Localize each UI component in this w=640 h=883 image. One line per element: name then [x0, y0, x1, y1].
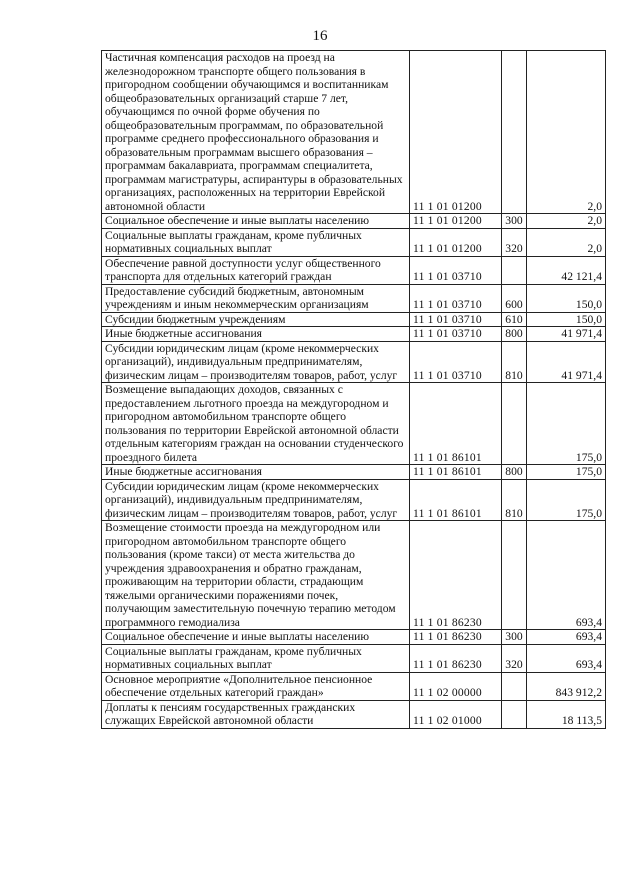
row-name-cell: Предоставление субсидий бюджетным, автономным учреждениям и иным некоммерческим организациям: [102, 284, 410, 312]
row-name-cell: Социальное обеспечение и иные выплаты населению: [102, 214, 410, 229]
row-code-cell: 11 1 01 03710: [410, 341, 502, 383]
table-row: [102, 312, 606, 327]
row-amount-cell: 693,4: [527, 630, 606, 645]
row-amount-cell: 2,0: [527, 51, 606, 214]
row-code-cell: 11 1 01 01200: [410, 214, 502, 229]
row-amount-cell: 2,0: [527, 214, 606, 229]
table-row: [102, 284, 606, 312]
row-code-cell: 11 1 02 01000: [410, 700, 502, 728]
table-row: [102, 465, 606, 480]
budget-table: [101, 50, 606, 729]
row-expense-type-cell: 300: [502, 214, 527, 229]
row-amount-cell: 175,0: [527, 479, 606, 521]
page-number: 16: [312, 28, 328, 44]
table-row: [102, 383, 606, 465]
row-expense-type-cell: [502, 383, 527, 465]
table-row: [102, 644, 606, 672]
row-name-cell: Доплаты к пенсиям государственных гражданских служащих Еврейской автономной области: [102, 700, 410, 728]
row-code-cell: 11 1 02 00000: [410, 672, 502, 700]
row-name-cell: Частичная компенсация расходов на проезд на железнодорожном транспорте общего пользования в пригородном сообщении обучающимся и воспитанникам общеобразовательных организаций старше 7 лет, обучающимся по очной форме обучения по общеобразовательным программам, по образовательной программе среднего профессионального образования и образовательным программам высшего образования – программам бакалавриата, программам специалитета, программам магистратуры, аспирантуры в образовательных организациях, расположенных на территории Еврейской автономной области: [102, 51, 410, 214]
table-row: [102, 214, 606, 229]
table-row: [102, 51, 606, 214]
row-name-cell: Иные бюджетные ассигнования: [102, 465, 410, 480]
row-name-cell: Социальные выплаты гражданам, кроме публичных нормативных социальных выплат: [102, 228, 410, 256]
row-amount-cell: 2,0: [527, 228, 606, 256]
table-row: [102, 327, 606, 342]
row-name-cell: Возмещение выпадающих доходов, связанных с предоставлением льготного проезда на междугородном и пригородном автомобильном транспорте общего пользования по территории Еврейской автономной области отдельным категориям граждан на основании студенческого проездного билета: [102, 383, 410, 465]
row-expense-type-cell: 320: [502, 228, 527, 256]
row-name-cell: Иные бюджетные ассигнования: [102, 327, 410, 342]
row-code-cell: 11 1 01 86230: [410, 521, 502, 630]
row-code-cell: 11 1 01 86101: [410, 465, 502, 480]
table-row: [102, 521, 606, 630]
row-expense-type-cell: [502, 51, 527, 214]
row-amount-cell: 41 971,4: [527, 327, 606, 342]
table-row: [102, 630, 606, 645]
row-code-cell: 11 1 01 01200: [410, 228, 502, 256]
row-expense-type-cell: [502, 672, 527, 700]
row-code-cell: 11 1 01 86101: [410, 383, 502, 465]
table-row: [102, 672, 606, 700]
row-name-cell: Основное мероприятие «Дополнительное пенсионное обеспечение отдельных категорий граждан»: [102, 672, 410, 700]
row-name-cell: Возмещение стоимости проезда на междугородном или пригородном автомобильном транспорте общего пользования (кроме такси) от места жительства до учреждения здравоохранения и обратно гражданам, проживающим на территории области, страдающим тяжелыми органическими поражениями почек, получающим заместительную почечную терапию методом программного гемодиализа: [102, 521, 410, 630]
row-code-cell: 11 1 01 86101: [410, 479, 502, 521]
row-expense-type-cell: 610: [502, 312, 527, 327]
row-amount-cell: 693,4: [527, 644, 606, 672]
row-code-cell: 11 1 01 86230: [410, 630, 502, 645]
row-amount-cell: 41 971,4: [527, 341, 606, 383]
row-code-cell: 11 1 01 03710: [410, 284, 502, 312]
table-row: [102, 256, 606, 284]
row-expense-type-cell: 810: [502, 479, 527, 521]
row-amount-cell: 693,4: [527, 521, 606, 630]
row-expense-type-cell: 810: [502, 341, 527, 383]
row-expense-type-cell: 320: [502, 644, 527, 672]
row-expense-type-cell: 800: [502, 327, 527, 342]
row-amount-cell: 175,0: [527, 465, 606, 480]
row-code-cell: 11 1 01 01200: [410, 51, 502, 214]
row-name-cell: Социальные выплаты гражданам, кроме публичных нормативных социальных выплат: [102, 644, 410, 672]
row-code-cell: 11 1 01 03710: [410, 256, 502, 284]
row-amount-cell: 42 121,4: [527, 256, 606, 284]
row-code-cell: 11 1 01 03710: [410, 327, 502, 342]
row-expense-type-cell: [502, 256, 527, 284]
row-name-cell: Субсидии юридическим лицам (кроме некоммерческих организаций), индивидуальным предпринимателям, физическим лицам – производителям товаров, работ, услуг: [102, 341, 410, 383]
row-code-cell: 11 1 01 86230: [410, 644, 502, 672]
row-expense-type-cell: [502, 700, 527, 728]
table-row: [102, 479, 606, 521]
row-name-cell: Социальное обеспечение и иные выплаты населению: [102, 630, 410, 645]
row-expense-type-cell: 300: [502, 630, 527, 645]
row-code-cell: 11 1 01 03710: [410, 312, 502, 327]
row-name-cell: Субсидии юридическим лицам (кроме некоммерческих организаций), индивидуальным предпринимателям, физическим лицам – производителям товаров, работ, услуг: [102, 479, 410, 521]
row-amount-cell: 175,0: [527, 383, 606, 465]
row-amount-cell: 150,0: [527, 284, 606, 312]
row-expense-type-cell: [502, 521, 527, 630]
row-expense-type-cell: 600: [502, 284, 527, 312]
row-amount-cell: 150,0: [527, 312, 606, 327]
row-name-cell: Субсидии бюджетным учреждениям: [102, 312, 410, 327]
row-name-cell: Обеспечение равной доступности услуг общественного транспорта для отдельных категорий граждан: [102, 256, 410, 284]
row-amount-cell: 18 113,5: [527, 700, 606, 728]
table-row: [102, 228, 606, 256]
row-expense-type-cell: 800: [502, 465, 527, 480]
table-row: [102, 700, 606, 728]
table-row: [102, 341, 606, 383]
row-amount-cell: 843 912,2: [527, 672, 606, 700]
